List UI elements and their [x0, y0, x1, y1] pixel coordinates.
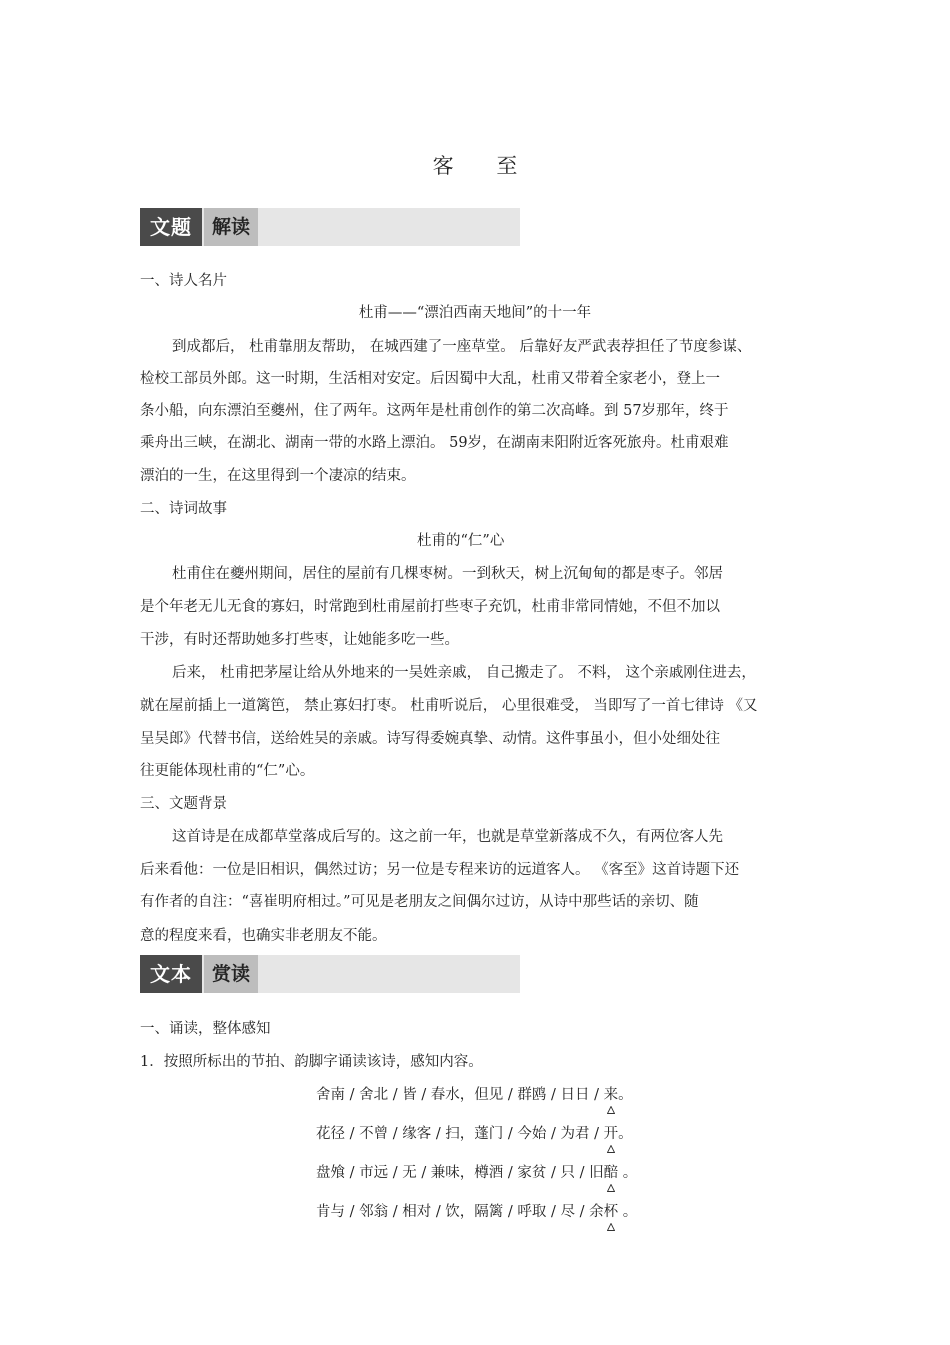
paragraph-line: 意的程度来看，也确实非老朋友不能。	[140, 928, 387, 944]
poem-line	[316, 1202, 637, 1222]
paragraph-line: 干涉，有时还帮助她多打些枣，让她能多吃一些。	[140, 632, 459, 648]
rhyme-character	[604, 1085, 619, 1105]
rhyme-character	[604, 1202, 619, 1222]
subtitle-poet-card: 杜甫——“漂泊西南天地间”的十一年	[358, 305, 592, 321]
poem-line-text: 舍南 / 舍北 / 皆 / 春水，但见 / 群鸥 / 日日 /	[316, 1087, 604, 1103]
poem-line-text: 盘飧 / 市远 / 无 / 兼味，樽酒 / 家贫 / 只 / 旧	[316, 1165, 604, 1181]
rhyme-text: 杯	[603, 1204, 619, 1220]
rhyme-triangle-icon	[607, 1184, 615, 1192]
paragraph-line: 检校工部员外郎。这一时期，生活相对安定。后因蜀中大乱，杜甫又带着全家老小，登上一	[140, 371, 720, 387]
paragraph-line: 到成都后， 杜甫靠朋友帮助， 在城西建了一座草堂。 后靠好友严武表荐担任了节度参谋、	[172, 339, 752, 355]
heading-poet-card: 一、诗人名片	[140, 273, 227, 289]
rhyme-character	[604, 1163, 619, 1183]
heading-poem-story: 二、诗词故事	[140, 501, 227, 517]
rhyme-character	[604, 1124, 619, 1144]
paragraph-line: 往更能体现杜甫的“仁”心。	[140, 763, 315, 779]
paragraph-line: 这首诗是在成都草堂落成后写的。这之前一年，也就是草堂新落成不久，有两位客人先	[172, 829, 723, 845]
paragraph-line: 是个年老无儿无食的寡妇，时常跑到杜甫屋前打些枣子充饥，杜甫非常同情她，不但不加以	[140, 599, 720, 615]
poem-line-end: 。	[618, 1087, 633, 1103]
task-instruction: 1．按照所标出的节拍、韵脚字诵读该诗，感知内容。	[140, 1054, 483, 1070]
poem-line	[316, 1124, 633, 1144]
poem-line	[316, 1163, 637, 1183]
banner-label-mid: 赏读	[204, 955, 258, 993]
paragraph-line: 漂泊的一生，在这里得到一个凄凉的结束。	[140, 468, 416, 484]
heading-recite: 一、诵读，整体感知	[140, 1021, 271, 1037]
paragraph-line: 有作者的自注：“喜崔明府相过。”可见是老朋友之间偶尔过访，从诗中那些话的亲切、随	[140, 894, 699, 910]
banner-label-dark: 文题	[140, 208, 202, 246]
banner-label-dark: 文本	[140, 955, 202, 993]
paragraph-line: 后来看他：一位是旧相识，偶然过访；另一位是专程来访的远道客人。 《客至》这首诗题下还	[140, 862, 740, 878]
paragraph-line: 呈吴郎》代替书信，送给姓吴的亲戚。诗写得委婉真挚、动情。这件事虽小，但小处细处往	[140, 731, 720, 747]
document-title: 客 至	[432, 154, 536, 178]
paragraph-line: 后来， 杜甫把茅屋让给从外地来的一吴姓亲戚， 自己搬走了。 不料， 这个亲戚刚住进去，	[172, 665, 756, 681]
rhyme-text: 来	[603, 1087, 619, 1103]
paragraph-line: 条小船，向东漂泊至夔州，住了两年。这两年是杜甫创作的第二次高峰。到 57岁那年，终于	[140, 403, 729, 419]
rhyme-text: 开	[603, 1126, 619, 1142]
rhyme-triangle-icon	[607, 1223, 615, 1231]
poem-line-text: 肯与 / 邻翁 / 相对 / 饮，隔篱 / 呼取 / 尽 / 余	[316, 1204, 604, 1220]
heading-title-background: 三、文题背景	[140, 796, 227, 812]
poem-line-end: 。	[618, 1126, 633, 1142]
paragraph-line: 乘舟出三峡，在湖北、湖南一带的水路上漂泊。 59岁，在湖南耒阳附近客死旅舟。杜甫艰难	[140, 435, 729, 451]
banner-label-mid: 解读	[204, 208, 258, 246]
section-banner-text-reading	[140, 208, 520, 246]
poem-line-text: 花径 / 不曾 / 缘客 / 扫，蓬门 / 今始 / 为君 /	[316, 1126, 604, 1142]
section-banner-text-appreciation	[140, 955, 520, 993]
poem-line-end: 。	[618, 1204, 638, 1220]
rhyme-triangle-icon	[607, 1106, 615, 1114]
paragraph-line: 杜甫住在夔州期间，居住的屋前有几棵枣树。一到秋天，树上沉甸甸的都是枣子。邻居	[172, 566, 723, 582]
paragraph-line: 就在屋前插上一道篱笆， 禁止寡妇打枣。 杜甫听说后， 心里很难受， 当即写了一首七律诗 《又	[140, 698, 758, 714]
poem-line-end: 。	[618, 1165, 638, 1181]
rhyme-text: 醅	[603, 1165, 619, 1181]
poem-line	[316, 1085, 633, 1105]
rhyme-triangle-icon	[607, 1145, 615, 1153]
subtitle-poem-story: 杜甫的“仁”心	[417, 533, 505, 549]
